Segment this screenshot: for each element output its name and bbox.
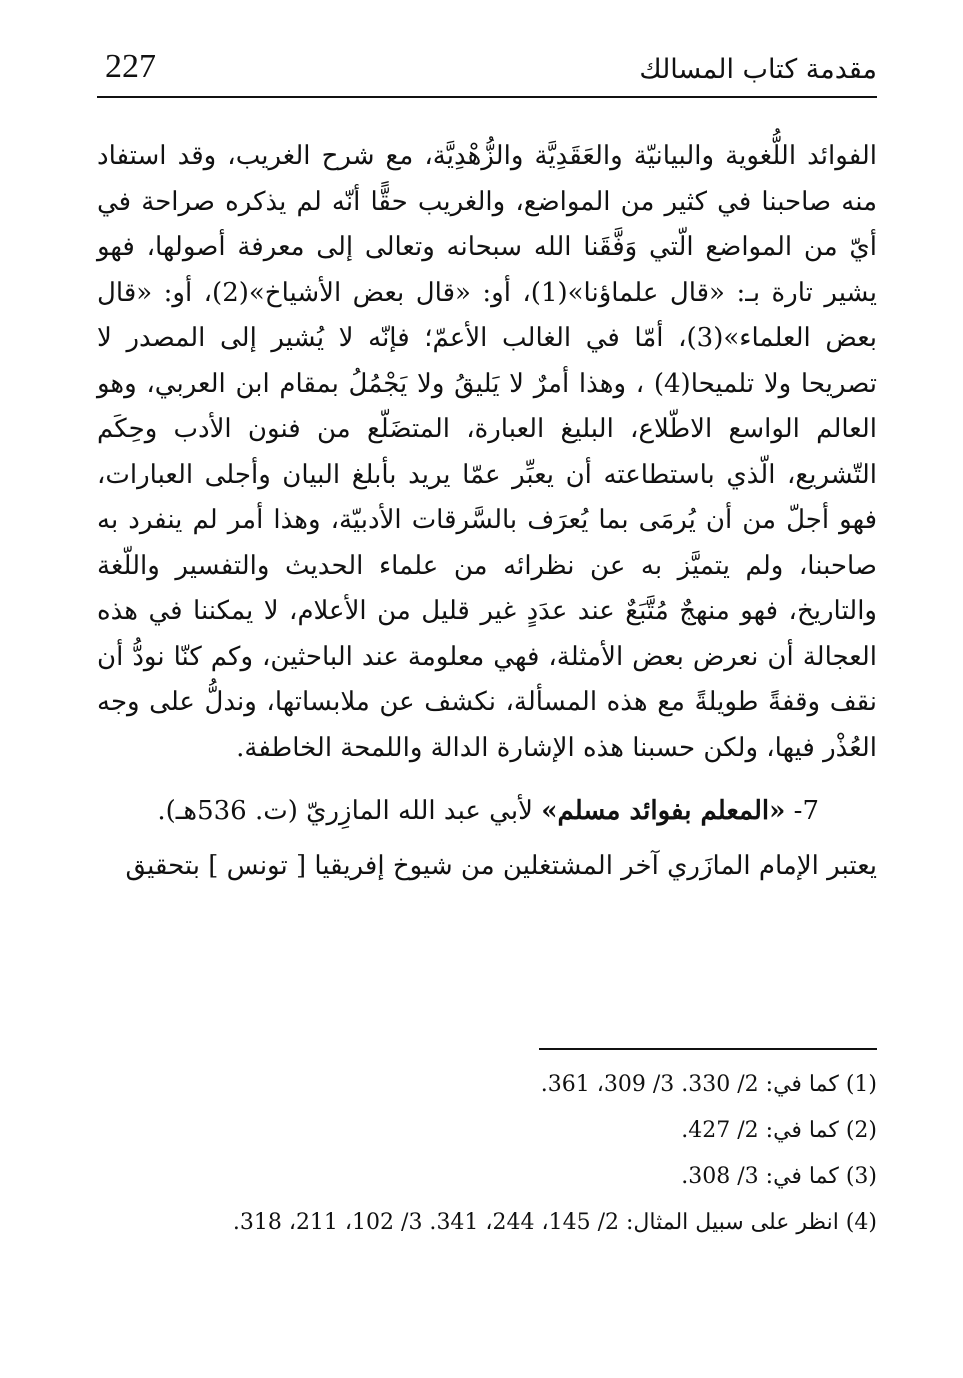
section-number: 7- — [785, 796, 819, 826]
book-author: لأبي عبد الله المازِريّ (ت. 536هـ). — [157, 796, 542, 826]
book-title: «المعلم بفوائد مسلم» — [541, 796, 786, 826]
running-title: مقدمة كتاب المسالك — [639, 54, 877, 85]
page-header — [97, 40, 877, 98]
footnote-1: (1) كما في: 2/ 330. 3/ 309، 361. — [540, 1072, 877, 1097]
page-number: 227 — [105, 48, 156, 85]
footnote-separator — [539, 1048, 877, 1050]
main-text — [97, 134, 877, 890]
paragraph-1: الفوائد اللُّغوية والبيانيّة والعَقَدِيَّة والزُّهْدِيَّة، مع شرح الغريب، وقد استفاد منه صاحبنا في كثير من المواضع، والغريب حقًّا أنّه لم يذكره صراحة في أيّ من المواضع الّتي وَفَّقَنا الله سبحانه وتعالى إلى معرفة أصولها، فهو يشير تارة بـ: «قال علماؤنا»(1)، أو: «قال بعض الأشياخ»(2)، أو: «قال بعض العلماء»(3)، أمّا في الغالب الأعمّ؛ فإنّه لا يُشير إلى المصدر لا تصريحا ولا تلميحا(4) ، وهذا أمرٌ لا يَليقُ ولا يَجْمُلُ بمقام ابن العربي، وهو العالم الواسع الاطّلاع، البليغ العبارة، المتضَلّع من فنون الأدب وحِكَم التّشريع، الّذي باستطاعته أن يعبِّر عمّا يريد بأبلغ البيان وأجلى العبارات، فهو أجلّ من أن يُرمَى بما يُعرَف بالسَّرقات الأدبيّة، وهذا أمر لم ينفرد به صاحبنا، ولم يتميَّز به عن نظرائه من علماء الحديث والتفسير واللّغة والتاريخ، فهو منهجٌ مُتَّبَعٌ عند عدَدٍ غير قليل من الأعلام، لا يمكننا في هذه العجالة أن نعرض بعض الأمثلة، فهي معلومة عند الباحثين، وكم كنّا نودُّ أن نقف وقفةً طويلةً مع هذه المسألة، نكشف عن ملابساتها، وندلُّ على وجه العُذْر فيها، ولكن حسبنا هذه الإشارة الدالة واللمحة الخاطفة. — [97, 141, 877, 763]
footnote-3: (3) كما في: 3/ 308. — [681, 1164, 877, 1189]
footnote-4: (4) انظر على سبيل المثال: 2/ 145، 244، 341. 3/ 102، 211، 318. — [232, 1210, 877, 1235]
section-heading — [97, 789, 877, 834]
footnote-2: (2) كما في: 2/ 427. — [681, 1118, 877, 1143]
footnotes — [97, 1062, 877, 1246]
paragraph-2: يعتبر الإمام المازَري آخر المشتغلين من شيوخ إفريقيا [ تونس ] بتحقيق — [125, 851, 877, 881]
